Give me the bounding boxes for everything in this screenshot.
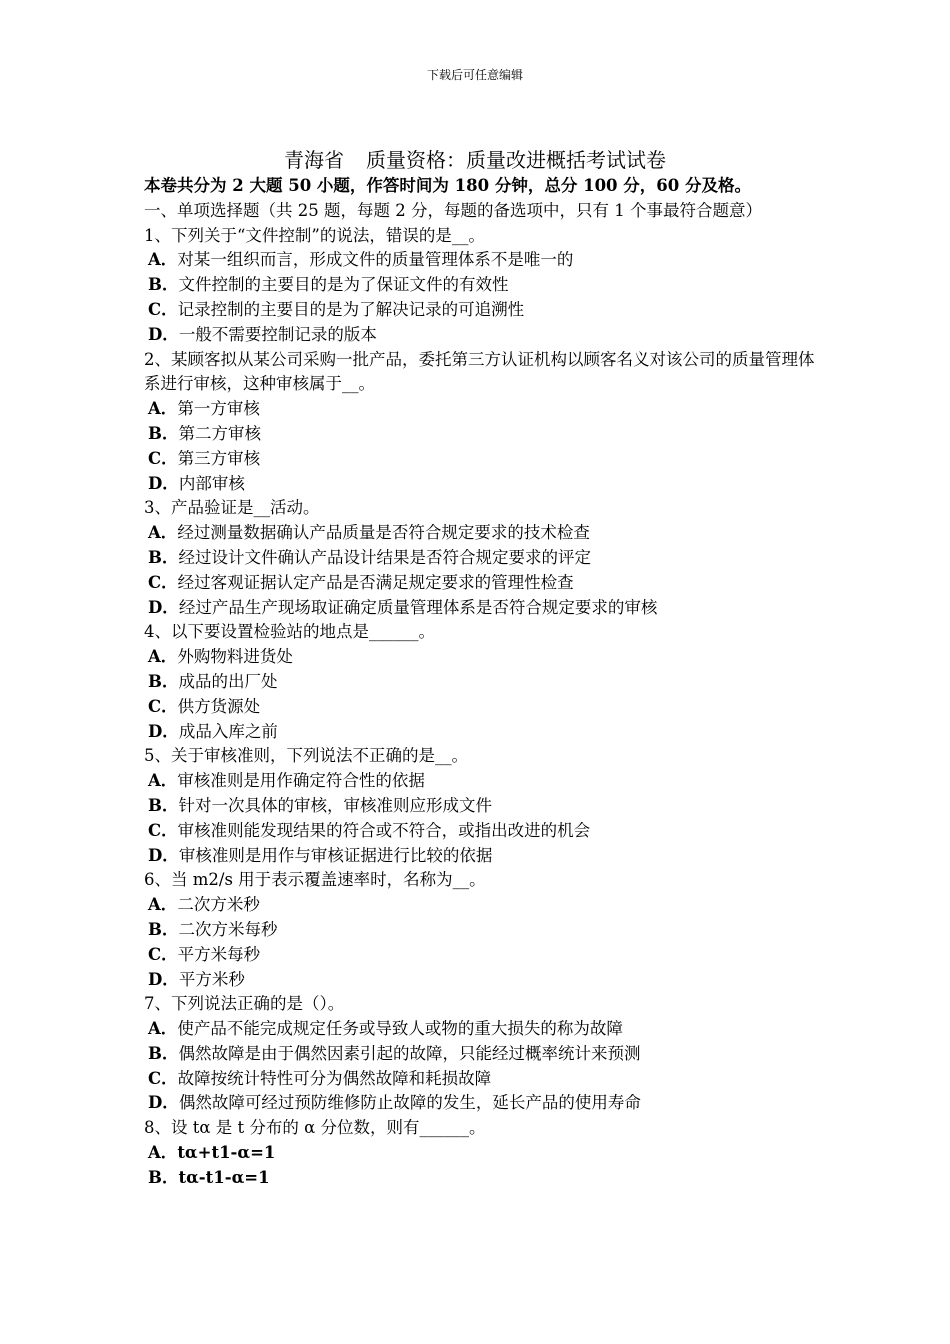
option-label: B． (148, 275, 179, 295)
option-text: 审核准则能发现结果的符合或不符合，或指出改进的机会 (177, 820, 591, 840)
answer-option (144, 571, 816, 596)
option-text: 内部审核 (178, 473, 245, 493)
option-label: A． (148, 771, 178, 791)
answer-option (144, 819, 816, 844)
question-stem: 3、产品验证是__活动。 (144, 498, 320, 518)
option-text: 平方米每秒 (177, 944, 261, 964)
option-label: D． (148, 473, 179, 493)
option-label: D． (148, 324, 179, 344)
question-block (144, 744, 816, 868)
option-label: A． (148, 1143, 178, 1163)
option-text: 第三方审核 (177, 448, 261, 468)
answer-option (144, 1141, 816, 1166)
question-stem: 4、以下要设置检验站的地点是______。 (144, 622, 435, 642)
page-title (0, 144, 950, 173)
question-block (144, 620, 816, 744)
answer-option (144, 1091, 816, 1116)
option-label: B． (148, 423, 179, 443)
option-label: D． (148, 597, 179, 617)
exam-content (144, 174, 816, 1191)
option-text: 供方货源处 (177, 696, 261, 716)
exam-summary: 本卷共分为 2 大题 50 小题，作答时间为 180 分钟，总分 100 分，60 分及格。 (144, 176, 751, 195)
option-text: 文件控制的主要目的是为了保证文件的有效性 (178, 275, 509, 295)
question-stem: 5、关于审核准则，下列说法不正确的是__。 (144, 746, 468, 766)
answer-option (144, 447, 816, 472)
option-text: tα-t1-α=1 (178, 1167, 270, 1187)
question-block (144, 992, 816, 1116)
option-label: D． (148, 721, 179, 741)
option-text: 第二方审核 (178, 423, 261, 443)
option-text: 偶然故障是由于偶然因素引起的故障，只能经过概率统计来预测 (178, 1043, 641, 1063)
question-stem: 8、设 tα 是 t 分布的 α 分位数，则有______。 (144, 1118, 486, 1138)
answer-option (144, 844, 816, 869)
option-text: 使产品不能完成规定任务或导致人或物的重大损失的称为故障 (177, 1019, 623, 1039)
option-text: 成品的出厂处 (178, 671, 278, 691)
option-text: 经过测量数据确认产品质量是否符合规定要求的技术检查 (177, 523, 590, 543)
title-province: 青海省 (284, 148, 344, 172)
question-stem: 7、下列说法正确的是（）。 (144, 994, 345, 1014)
answer-option (144, 248, 816, 273)
option-label: B． (148, 547, 179, 567)
option-label: B． (148, 671, 179, 691)
option-text: 平方米秒 (178, 969, 245, 989)
option-text: 成品入库之前 (178, 721, 278, 741)
answer-option (144, 670, 816, 695)
option-text: 经过设计文件确认产品设计结果是否符合规定要求的评定 (178, 547, 591, 567)
option-label: A． (148, 895, 178, 915)
option-text: 审核准则是用作与审核证据进行比较的依据 (178, 845, 493, 865)
option-label: A． (148, 523, 178, 543)
answer-option (144, 794, 816, 819)
option-text: 二次方米秒 (177, 895, 260, 915)
answer-option (144, 645, 816, 670)
answer-option (144, 943, 816, 968)
option-text: 经过产品生产现场取证确定质量管理体系是否符合规定要求的审核 (178, 597, 658, 617)
option-label: A． (148, 647, 178, 667)
answer-option (144, 1067, 816, 1092)
question-stem: 1、下列关于“文件控制”的说法，错误的是__。 (144, 225, 485, 245)
option-label: B． (148, 1043, 179, 1063)
option-label: B． (148, 919, 179, 939)
question-block (144, 496, 816, 620)
option-text: 对某一组织而言，形成文件的质量管理体系不是唯一的 (177, 250, 574, 270)
answer-option (144, 769, 816, 794)
option-label: C． (148, 696, 178, 716)
option-text: 偶然故障可经过预防维修防止故障的发生，延长产品的使用寿命 (178, 1093, 641, 1113)
option-text: 针对一次具体的审核，审核准则应形成文件 (178, 795, 492, 815)
answer-option (144, 893, 816, 918)
title-subject: 质量资格：质量改进概括考试试卷 (366, 148, 666, 172)
option-label: C． (148, 1068, 178, 1088)
answer-option (144, 397, 816, 422)
question-stem: 6、当 m2/s 用于表示覆盖速率时，名称为__。 (144, 870, 486, 890)
answer-option (144, 1042, 816, 1067)
question-block (144, 348, 816, 497)
option-text: 故障按统计特性可分为偶然故障和耗损故障 (177, 1068, 492, 1088)
option-label: C． (148, 299, 178, 319)
answer-option (144, 918, 816, 943)
answer-option (144, 422, 816, 447)
answer-option (144, 273, 816, 298)
option-label: C． (148, 448, 178, 468)
answer-option (144, 695, 816, 720)
option-text: 记录控制的主要目的是为了解决记录的可追溯性 (177, 299, 525, 319)
option-label: B． (148, 1167, 179, 1187)
answer-option (144, 1166, 816, 1191)
question-block (144, 1116, 816, 1190)
question-block (144, 868, 816, 992)
question-list (144, 224, 816, 1191)
option-label: D． (148, 845, 179, 865)
option-label: D． (148, 969, 179, 989)
option-label: C． (148, 944, 178, 964)
answer-option (144, 323, 816, 348)
answer-option (144, 720, 816, 745)
option-text: 经过客观证据认定产品是否满足规定要求的管理性检查 (177, 572, 574, 592)
answer-option (144, 521, 816, 546)
answer-option (144, 968, 816, 993)
option-label: A． (148, 1019, 178, 1039)
option-label: A． (148, 250, 178, 270)
option-text: 审核准则是用作确定符合性的依据 (177, 771, 425, 791)
option-label: C． (148, 820, 178, 840)
answer-option (144, 546, 816, 571)
option-text: 二次方米每秒 (178, 919, 278, 939)
answer-option (144, 1017, 816, 1042)
option-label: B． (148, 795, 179, 815)
answer-option (144, 596, 816, 621)
section-heading: 一、单项选择题（共 25 题，每题 2 分，每题的备选项中，只有 1 个事最符合题意） (144, 200, 762, 220)
option-text: 一般不需要控制记录的版本 (178, 324, 377, 344)
option-text: tα+t1-α=1 (177, 1143, 276, 1163)
option-text: 外购物料进货处 (177, 647, 293, 667)
option-text: 第一方审核 (177, 399, 260, 419)
header-note: 下载后可任意编辑 (426, 68, 523, 82)
question-stem: 2、某顾客拟从某公司采购一批产品，委托第三方认证机构以顾客名义对该公司的质量管理体系进行审核，这种审核属于__。 (144, 349, 815, 394)
question-block (144, 224, 816, 348)
answer-option (144, 472, 816, 497)
option-label: D． (148, 1093, 179, 1113)
answer-option (144, 298, 816, 323)
option-label: A． (148, 399, 178, 419)
option-label: C． (148, 572, 178, 592)
